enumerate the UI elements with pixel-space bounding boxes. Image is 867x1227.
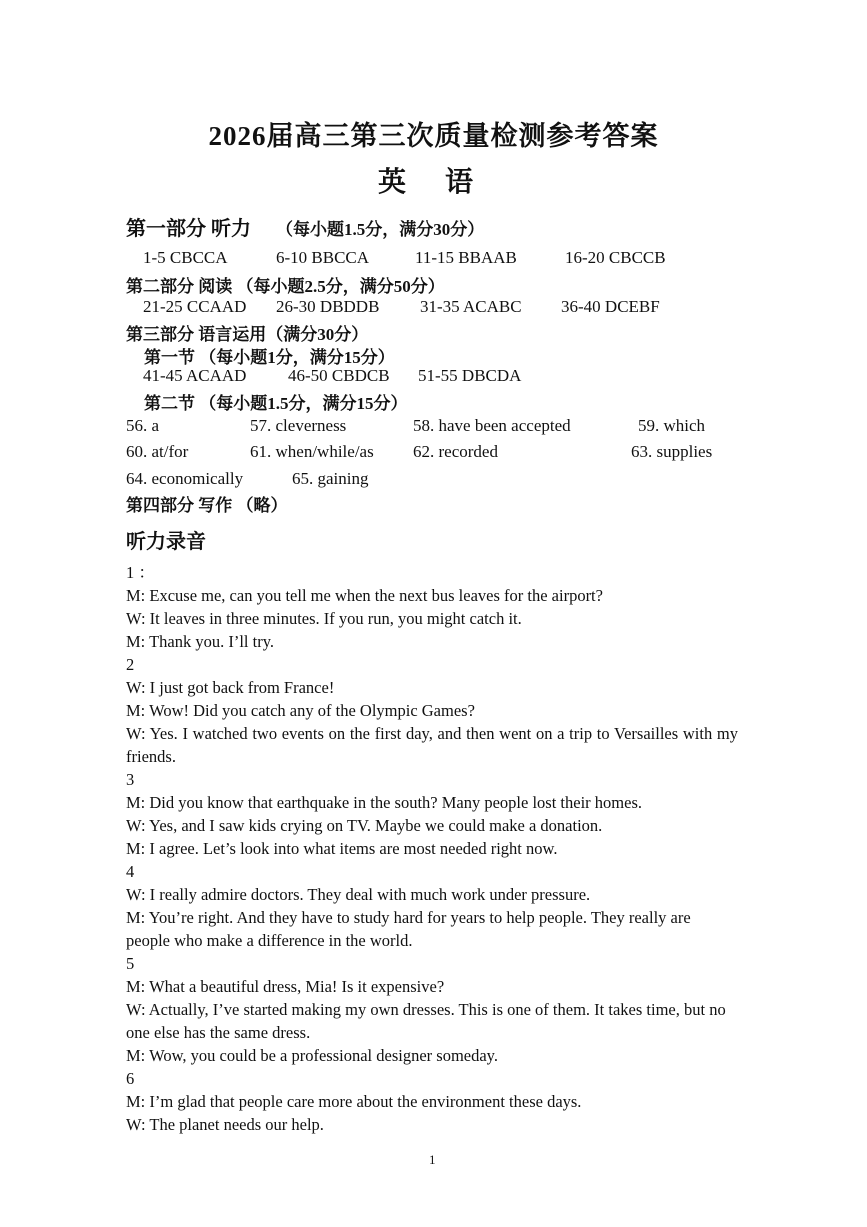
part3-section2-answer: 59. which (638, 416, 706, 435)
part3-section2-answer: 60. at/for (126, 442, 189, 461)
dialogue-line: W: Actually, I’ve started making my own dresses. This is one of them. It takes time, but no one else has the same dress. (126, 1000, 726, 1042)
part2-answer: 36-40 DCEBF (561, 297, 660, 316)
part1-answer: 11-15 BBAAB (415, 248, 517, 267)
dialogue-line: M: Wow! Did you catch any of the Olympic Games? (126, 701, 475, 720)
part3-heading: 第三部分 语言运用（满分30分） (126, 325, 369, 344)
part3-section2-answer: 64. economically (126, 469, 244, 488)
dialogue-line: M: Did you know that earthquake in the south? Many people lost their homes. (126, 793, 642, 812)
part2-heading: 第二部分 阅读 （每小题2.5分，满分50分） (126, 277, 445, 296)
dialogue-number: 2 (126, 655, 135, 674)
dialogue-line: M: You’re right. And they have to study hard for years to help people. They really are people who make a difference in the world. (126, 908, 691, 950)
dialogue-line: M: Wow, you could be a professional designer someday. (126, 1046, 498, 1065)
part1-note: （每小题1.5分，满分30分） (276, 220, 485, 239)
dialogue-number: 4 (126, 862, 135, 881)
dialogue-number: 5 (126, 954, 135, 973)
dialogue-number: 6 (126, 1069, 135, 1088)
part1-answer: 6-10 BBCCA (276, 248, 370, 267)
transcript-heading: 听力录音 (126, 531, 206, 553)
part3-section2-answer: 62. recorded (413, 442, 498, 461)
part3-section2-answer: 65. gaining (292, 469, 369, 488)
part3-section2-answer: 57. cleverness (250, 416, 347, 435)
dialogue-line: W: I just got back from France! (126, 678, 335, 697)
dialogue-line: M: I agree. Let’s look into what items are most needed right now. (126, 839, 558, 858)
part1-heading: 第一部分 听力 (126, 218, 251, 240)
dialogue-line: W: Yes. I watched two events on the first day, and then went on a trip to Versailles with my friends. (126, 724, 738, 766)
dialogue-line: W: It leaves in three minutes. If you run, you might catch it. (126, 609, 522, 628)
part1-answer: 1-5 CBCCA (143, 248, 228, 267)
part3-section1-answer: 51-55 DBCDA (418, 366, 522, 385)
dialogue-line: M: Thank you. I’ll try. (126, 632, 275, 651)
dialogue-line: M: What a beautiful dress, Mia! Is it expensive? (126, 977, 445, 996)
part3-section2-heading: 第二节 （每小题1.5分，满分15分） (144, 394, 408, 413)
dialogue-number: 1 ： (126, 563, 155, 582)
part3-section1-answer: 46-50 CBDCB (288, 366, 390, 385)
part3-section1-heading: 第一节 （每小题1分，满分15分） (144, 348, 395, 367)
part1-answer: 16-20 CBCCB (565, 248, 666, 267)
dialogue-line: W: The planet needs our help. (126, 1115, 324, 1134)
part3-section2-answer: 56. a (126, 416, 160, 435)
dialogue-line: W: I really admire doctors. They deal with much work under pressure. (126, 885, 591, 904)
part3-section1-answer: 41-45 ACAAD (143, 366, 247, 385)
part2-answer: 31-35 ACABC (420, 297, 522, 316)
part3-section2-answer: 61. when/while/as (250, 442, 374, 461)
part3-section2-answer: 58. have been accepted (413, 416, 571, 435)
page-number: 1 (429, 1152, 436, 1167)
subject-heading: 英 语 (377, 167, 489, 198)
dialogue-line: W: Yes, and I saw kids crying on TV. Maybe we could make a donation. (126, 816, 603, 835)
document-title: 2026届高三第三次质量检测参考答案 (208, 121, 659, 151)
dialogue-line: M: Excuse me, can you tell me when the next bus leaves for the airport? (126, 586, 603, 605)
part2-answer: 26-30 DBDDB (276, 297, 380, 316)
part2-answer: 21-25 CCAAD (143, 297, 247, 316)
part4-heading: 第四部分 写作 （略） (126, 496, 288, 515)
dialogue-number: 3 (126, 770, 135, 789)
part3-section2-answer: 63. supplies (631, 442, 713, 461)
dialogue-line: M: I’m glad that people care more about the environment these days. (126, 1092, 582, 1111)
